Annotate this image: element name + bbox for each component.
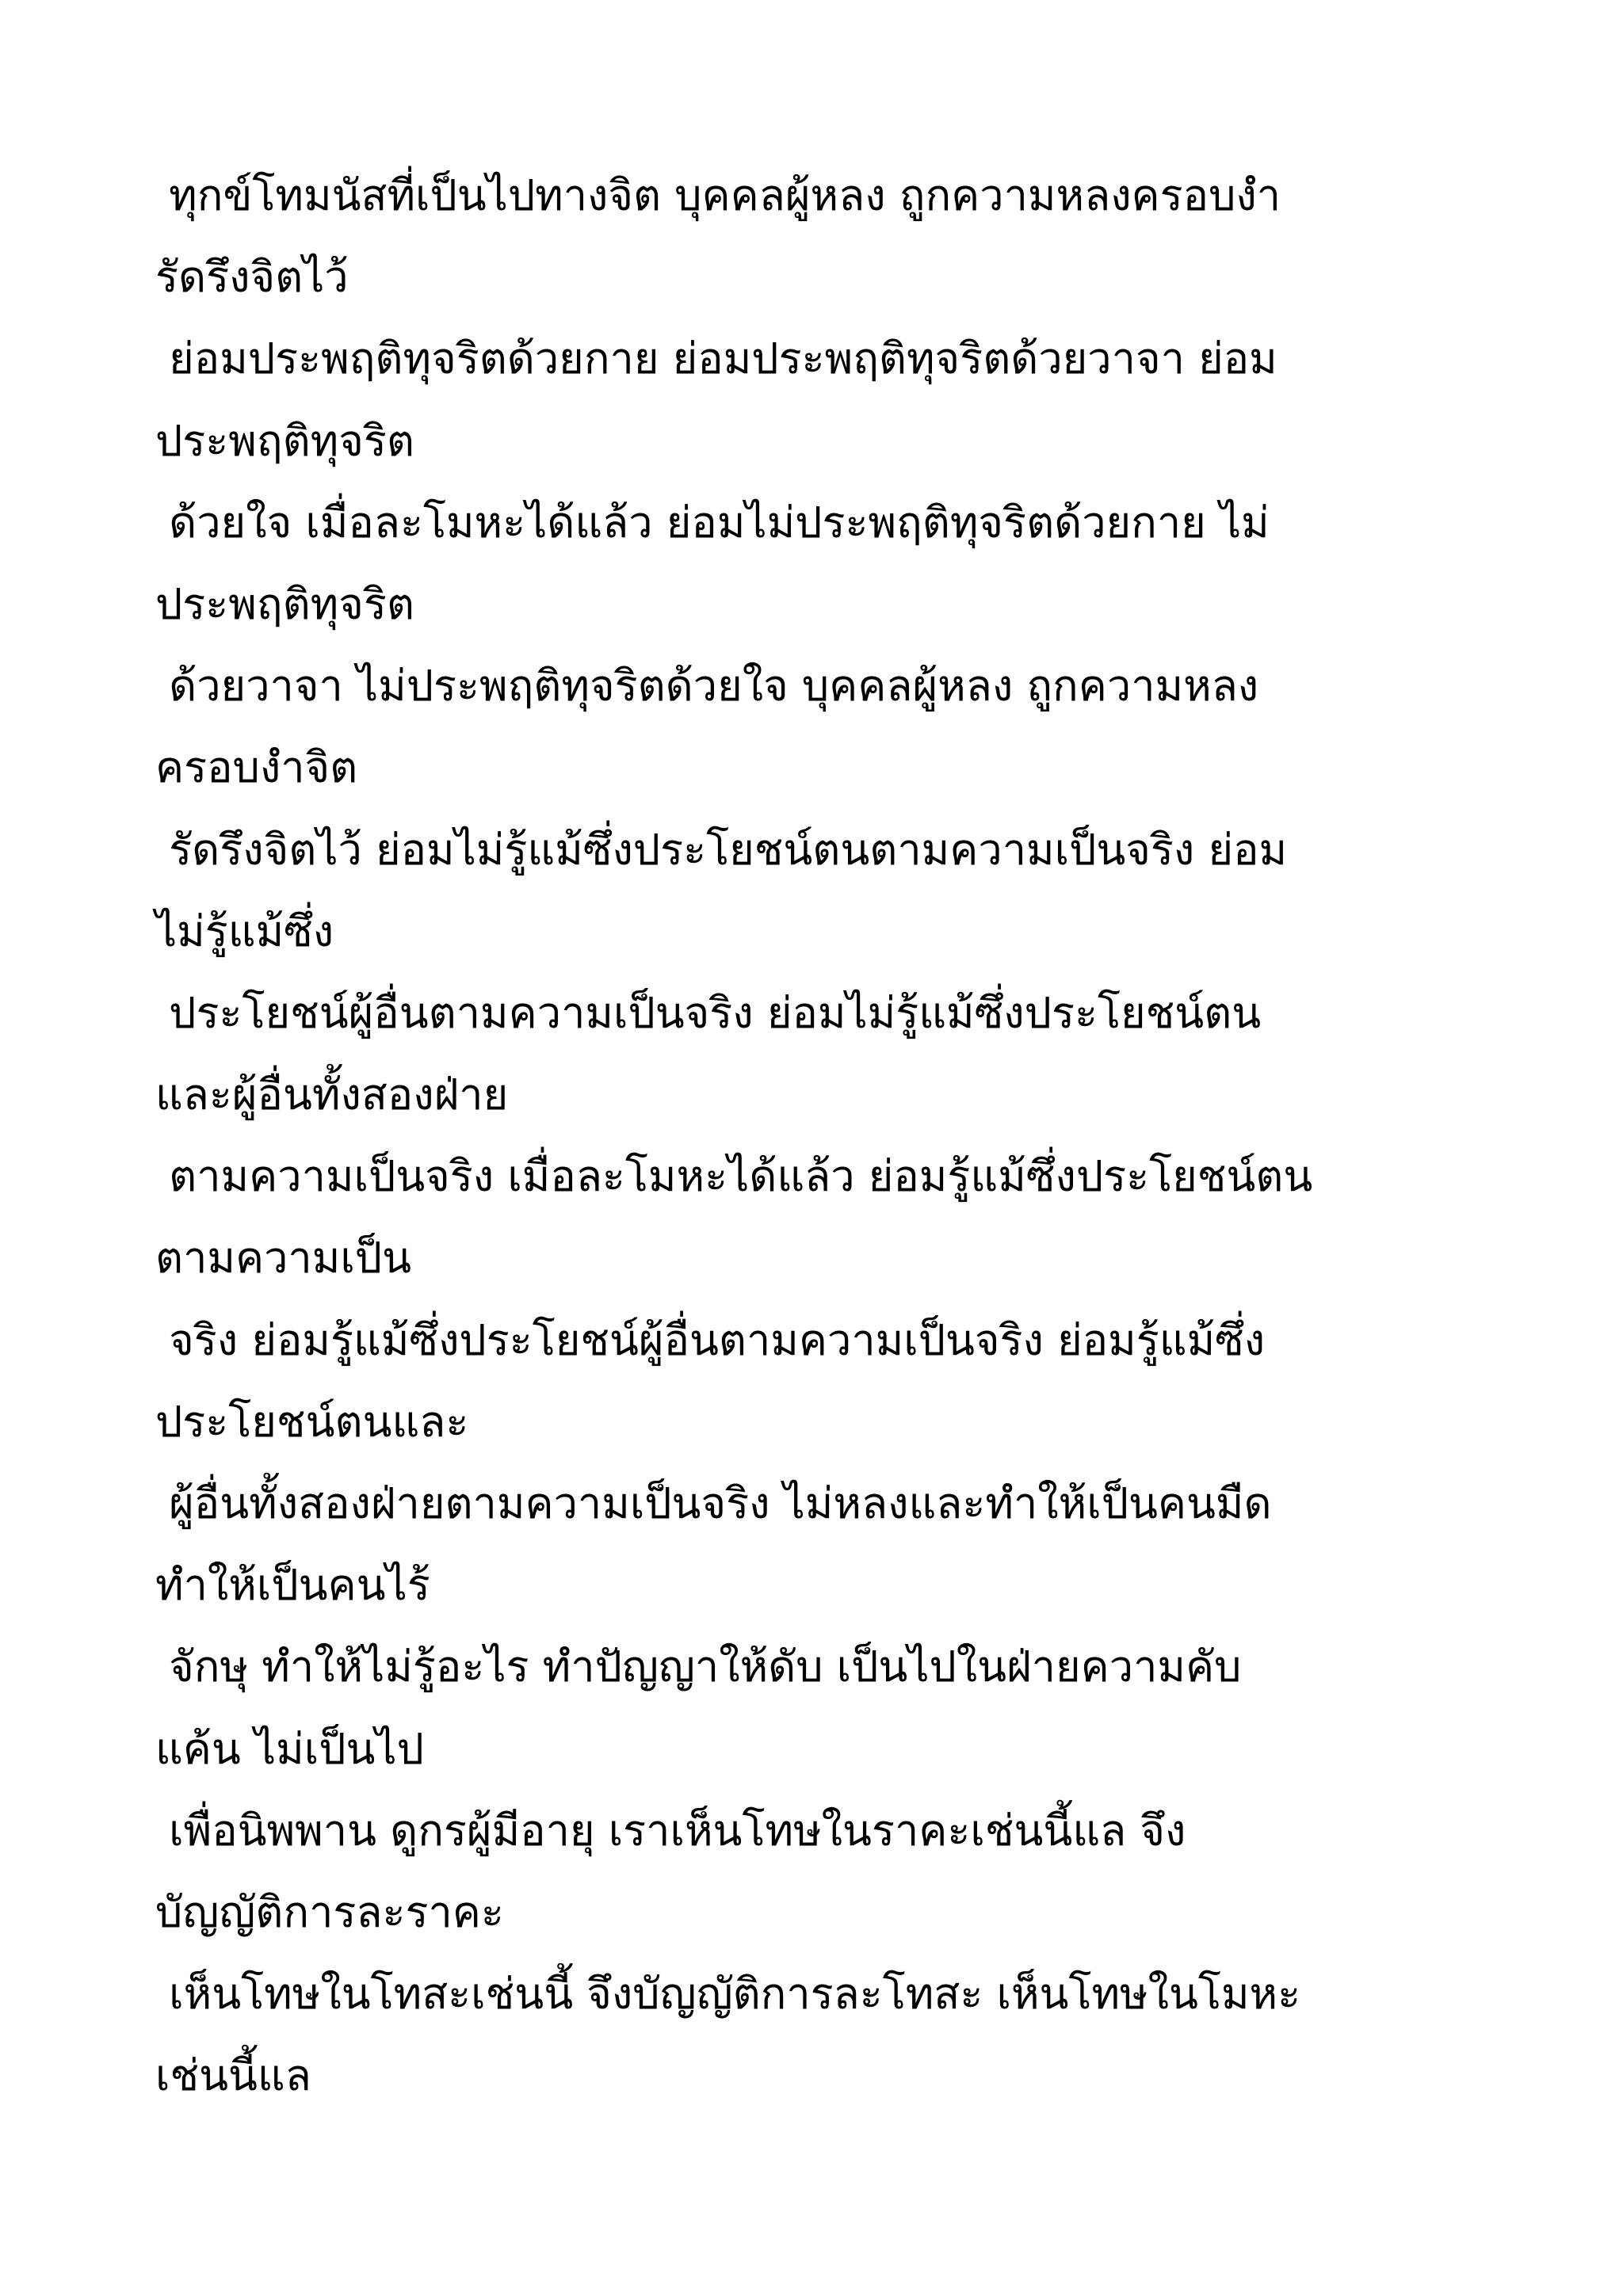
text-line-4: ประพฤติทุจริต — [155, 415, 414, 466]
text-line-2: รัดรึงจิตไว้ — [155, 252, 349, 303]
text-line-14: ตามความเป็น — [155, 1233, 411, 1283]
text-line-12: และผู้อื่นทั้งสองฝ่าย — [155, 1070, 509, 1120]
text-line-17: ผู้อื่นทั้งสองฝ่ายตามความเป็นจริง ไม่หลงและทำให้เป็นคนมืด — [155, 1478, 1272, 1528]
text-line-6: ประพฤติทุจริต — [155, 578, 414, 629]
text-line-8: ครอบงำจิต — [155, 742, 358, 793]
text-line-19: จักษุ ทำให้ไม่รู้อะไร ทำปัญญาให้ดับ เป็นไปในฝ่ายความคับ — [155, 1642, 1242, 1692]
text-line-13: ตามความเป็นจริง เมื่อละโมหะได้แล้ว ย่อมรู้แม้ซึ่งประโยชน์ตน — [155, 1151, 1313, 1202]
text-line-15: จริง ย่อมรู้แม้ซึ่งประโยชน์ผู้อื่นตามความเป็นจริง ย่อมรู้แม้ซึ่ง — [155, 1314, 1266, 1365]
document-text-body — [155, 154, 1487, 2117]
text-line-23: เห็นโทษในโทสะเช่นนี้ จึงบัญญัติการละโทสะ เห็นโทษในโมหะ — [155, 1969, 1301, 2019]
text-line-10: ไม่รู้แม้ซึ่ง — [155, 906, 334, 956]
text-line-20: แค้น ไม่เป็นไป — [155, 1723, 424, 1774]
text-line-11: ประโยชน์ผู้อื่นตามความเป็นจริง ย่อมไม่รู้แม้ซึ่งประโยชน์ตน — [155, 987, 1262, 1038]
text-line-5: ด้วยใจ เมื่อละโมหะได้แล้ว ย่อมไม่ประพฤติทุจริตด้วยกาย ไม่ — [155, 497, 1270, 547]
text-line-22: บัญญัติการละราคะ — [155, 1886, 504, 1937]
text-line-24: เช่นนี้แล — [155, 2050, 311, 2101]
text-line-9: รัดรึงจิตไว้ ย่อมไม่รู้แม้ซึ่งประโยชน์ตนตามความเป็นจริง ย่อม — [155, 824, 1288, 875]
text-line-18: ทำให้เป็นคนไร้ — [155, 1560, 430, 1611]
text-line-21: เพื่อนิพพาน ดูกรผู้มีอายุ เราเห็นโทษในราคะเช่นนี้แล จึง — [155, 1805, 1186, 1855]
text-line-16: ประโยชน์ตนและ — [155, 1396, 469, 1447]
text-line-1: ทุกข์โทมนัสที่เป็นไปทางจิต บุคคลผู้หลง ถูกความหลงครอบงำ — [155, 170, 1281, 220]
text-line-7: ด้วยวาจา ไม่ประพฤติทุจริตด้วยใจ บุคคลผู้หลง ถูกความหลง — [155, 661, 1259, 711]
text-line-3: ย่อมประพฤติทุจริตด้วยกาย ย่อมประพฤติทุจริตด้วยวาจา ย่อม — [155, 334, 1277, 384]
